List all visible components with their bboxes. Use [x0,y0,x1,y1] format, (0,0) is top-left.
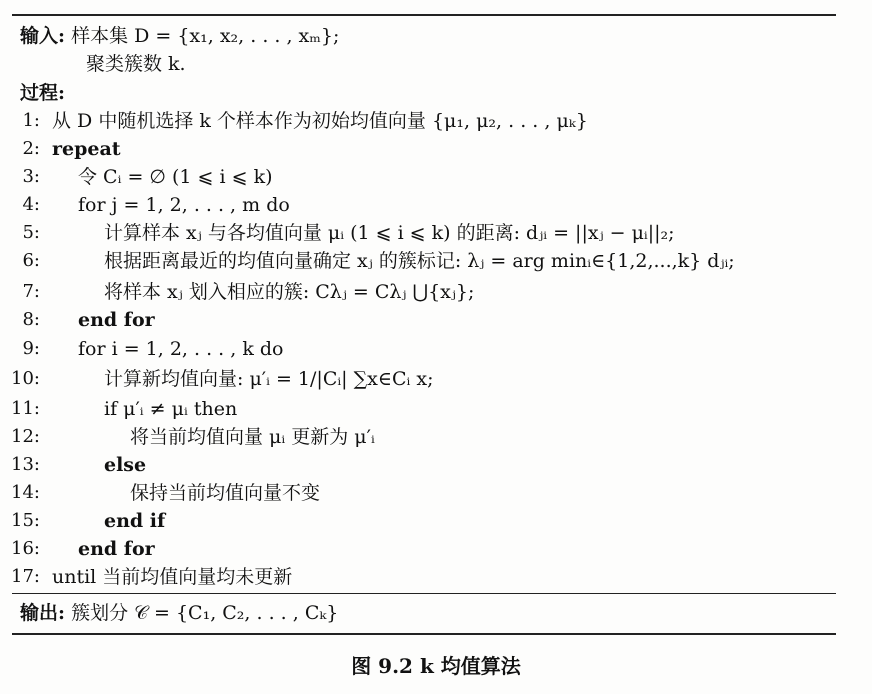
line-number: 13: [11,454,40,475]
step-text: if μ′ᵢ ≠ μᵢ then [104,398,238,420]
step-text: else [104,454,147,476]
step-4 [0,192,872,218]
line-number: 1: [22,110,40,131]
input-text: 样本集 D = {x₁, x₂, . . . , xₘ}; [71,25,340,47]
step-text: 令 Cᵢ = ∅ (1 ⩽ i ⩽ k) [78,166,273,188]
step-8 [0,307,872,333]
step-6 [0,248,872,274]
step-text: 计算样本 xⱼ 与各均值向量 μᵢ (1 ⩽ i ⩽ k) 的距离: dⱼᵢ = ||xⱼ − μᵢ||₂; [104,222,675,244]
step-3 [0,164,872,190]
output-label: 输出: [20,602,66,624]
step-13 [0,452,872,478]
line-number: 6: [22,250,40,271]
step-9 [0,336,872,362]
step-15 [0,508,872,534]
line-number: 11: [11,398,40,419]
step-text: end for [78,538,155,560]
step-text: end if [104,510,166,532]
step-12 [0,424,872,450]
line-number: 15: [11,510,40,531]
step-11 [0,396,872,422]
top-rule [12,14,836,16]
input-line-2: 聚类簇数 k. [86,53,186,75]
process-label: 过程: [20,82,66,104]
step-14 [0,480,872,506]
line-number: 2: [22,138,40,159]
step-17 [0,564,872,590]
output-line [20,600,338,626]
step-text: for i = 1, 2, . . . , k do [78,338,284,360]
line-number: 5: [22,222,40,243]
step-text: 计算新均值向量: μ′ᵢ = 1/|Cᵢ| ∑x∈Cᵢ x; [104,368,434,390]
output-text: 簇划分 𝒞 = {C₁, C₂, . . . , Cₖ} [71,602,339,624]
step-text: 保持当前均值向量不变 [130,482,321,504]
step-5 [0,220,872,246]
step-2 [0,136,872,162]
line-number: 8: [22,309,40,330]
step-text: 从 D 中随机选择 k 个样本作为初始均值向量 {μ₁, μ₂, . . . , μₖ} [52,110,588,132]
line-number: 3: [22,166,40,187]
line-number: 16: [11,538,40,559]
line-number: 4: [22,194,40,215]
line-number: 7: [22,281,40,302]
step-text: 将当前均值向量 μᵢ 更新为 μ′ᵢ [130,426,375,448]
step-text: end for [78,309,155,331]
step-7 [0,279,872,305]
step-text: for j = 1, 2, . . . , m do [78,194,290,216]
step-text: 将样本 xⱼ 划入相应的簇: Cλⱼ = Cλⱼ ⋃{xⱼ}; [104,281,475,303]
step-10 [0,366,872,392]
step-text: repeat [52,138,121,160]
input-label: 输入: [20,25,66,47]
step-text: 根据距离最近的均值向量确定 xⱼ 的簇标记: λⱼ = arg minᵢ∈{1,2,...,k} dⱼᵢ; [104,250,735,272]
figure-caption: 图 9.2 k 均值算法 [351,654,521,678]
step-16 [0,536,872,562]
line-number: 14: [11,482,40,503]
line-number: 9: [22,338,40,359]
step-1 [0,108,872,134]
line-number: 10: [11,368,40,389]
line-number: 17: [11,566,40,587]
step-text: until 当前均值向量均未更新 [52,566,293,588]
line-number: 12: [11,426,40,447]
separator-rule [12,593,836,594]
input-line [20,23,339,49]
bottom-rule [12,633,836,635]
